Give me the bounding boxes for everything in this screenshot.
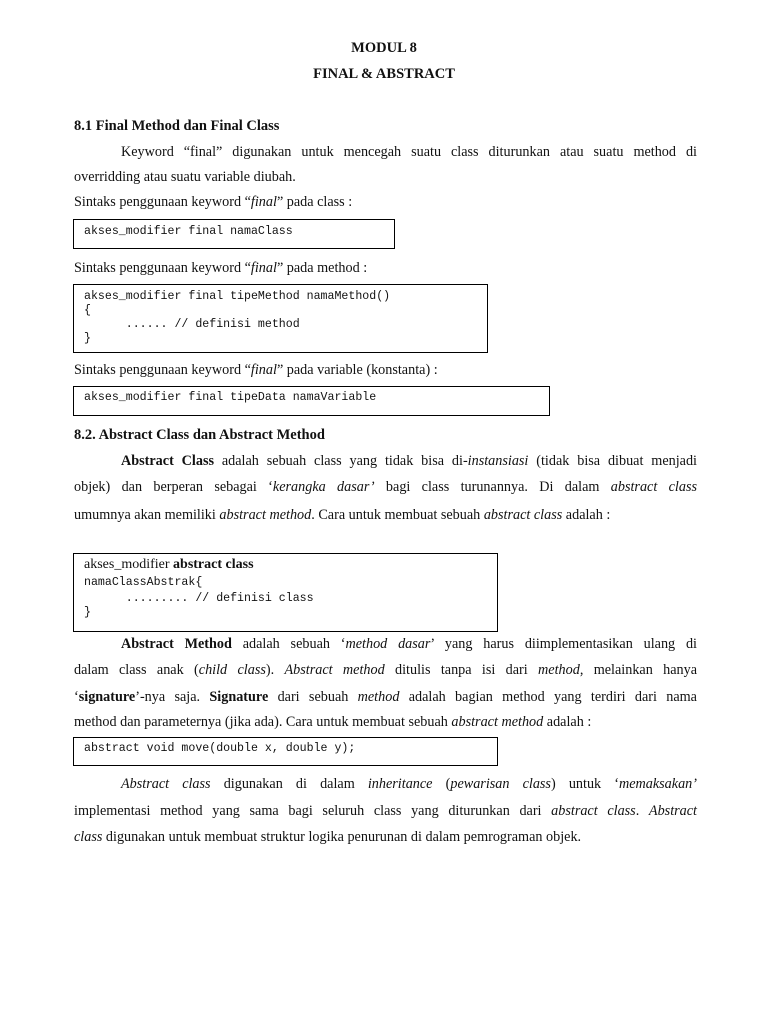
code-line: }	[84, 332, 91, 345]
section-heading-8-2: 8.2. Abstract Class dan Abstract Method	[74, 427, 325, 443]
paragraph-line: objek) dan berperan sebagai ‘kerangka dasar’ bagi class turunannya. Di dalam abstract class	[74, 479, 697, 495]
paragraph-line: Abstract Method adalah sebuah ‘method dasar’ yang harus diimplementasikan ulang di	[121, 636, 697, 652]
syntax-label-method: Sintaks penggunaan keyword “final” pada method :	[74, 260, 368, 276]
paragraph-line: umumnya akan memiliki abstract method. Cara untuk membuat sebuah abstract class adalah :	[74, 507, 611, 523]
paragraph-line: Abstract Class adalah sebuah class yang tidak bisa di-instansiasi (tidak bisa dibuat menjadi	[121, 453, 697, 469]
code-box-abstract-class	[73, 553, 498, 632]
code-line: }	[84, 606, 91, 619]
paragraph-line: implementasi method yang sama bagi seluruh class yang diturunkan dari abstract class. Abstract	[74, 803, 697, 819]
paragraph-line: class digunakan untuk membuat struktur logika penurunan di dalam pemrograman objek.	[74, 829, 582, 845]
code-box-final-variable	[73, 386, 550, 416]
code-line: {	[84, 304, 91, 317]
syntax-label-class: Sintaks penggunaan keyword “final” pada class :	[74, 194, 353, 210]
module-subtitle: FINAL & ABSTRACT	[313, 66, 455, 82]
paragraph-line: overridding atau suatu variable diubah.	[74, 169, 296, 185]
paragraph-line: dalam class anak (child class). Abstract method ditulis tanpa isi dari method, melainkan hanya	[74, 662, 698, 678]
code-line: ......... // definisi class	[84, 592, 314, 605]
syntax-label-variable: Sintaks penggunaan keyword “final” pada variable (konstanta) :	[74, 362, 438, 378]
paragraph-line: method dan parameternya (jika ada). Cara untuk membuat sebuah abstract method adalah :	[74, 714, 592, 730]
section-heading-8-1: 8.1 Final Method dan Final Class	[74, 118, 280, 134]
code-box-final-method	[73, 284, 488, 353]
code-line: akses_modifier abstract class	[84, 557, 254, 572]
code-line: akses_modifier final tipeMethod namaMethod()	[84, 290, 391, 303]
module-title: MODUL 8	[351, 40, 417, 56]
code-box-abstract-method	[73, 737, 498, 766]
code-line: akses_modifier final tipeData namaVariable	[84, 391, 377, 404]
paragraph-line: Keyword “final” digunakan untuk mencegah suatu class diturunkan atau suatu method di	[121, 144, 697, 160]
code-box-final-class	[73, 219, 395, 249]
paragraph-line: ‘signature’-nya saja. Signature dari sebuah method adalah bagian method yang terdiri dari nama	[74, 689, 697, 705]
code-line: abstract void move(double x, double y);	[84, 742, 356, 755]
code-line: ...... // definisi method	[84, 318, 300, 331]
code-line: akses_modifier final namaClass	[84, 225, 293, 238]
paragraph-line: Abstract class digunakan di dalam inheritance (pewarisan class) untuk ‘memaksakan’	[121, 776, 697, 792]
code-line: namaClassAbstrak{	[84, 576, 203, 589]
